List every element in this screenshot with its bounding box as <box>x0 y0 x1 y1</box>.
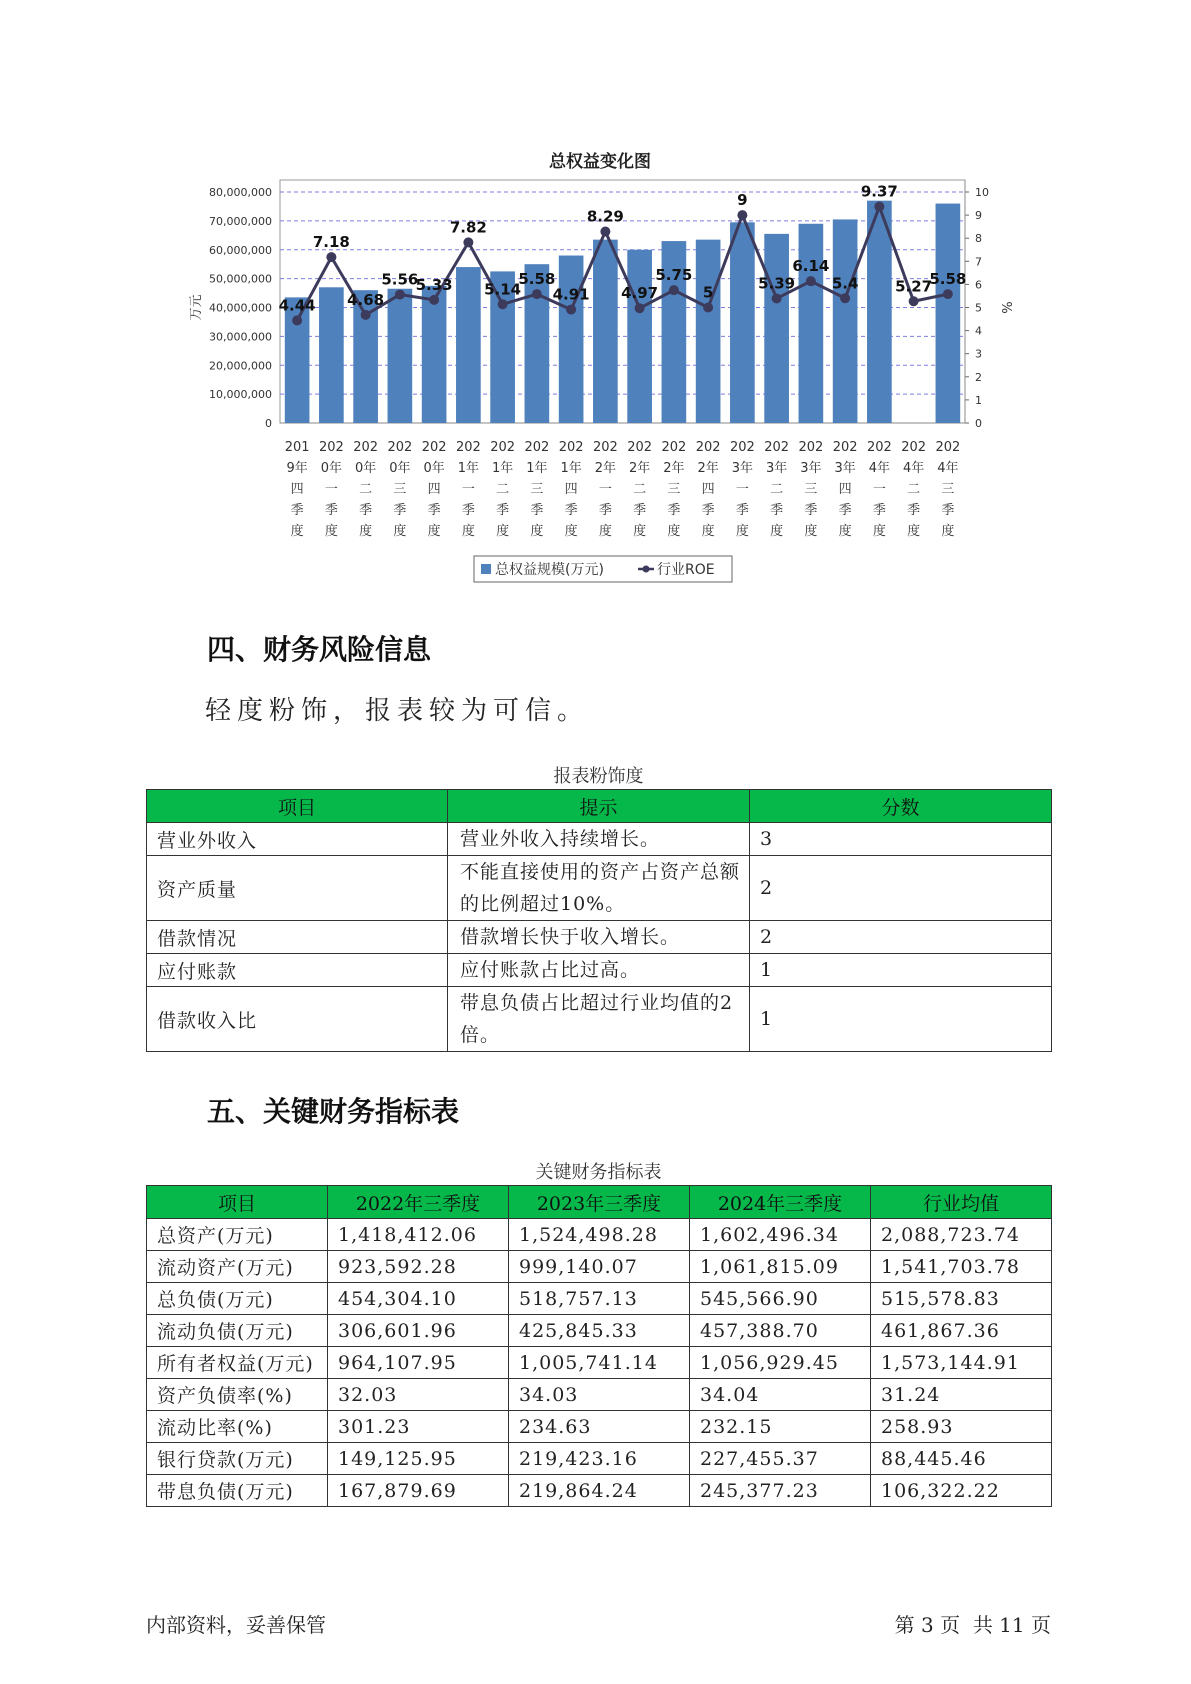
x-tick-label: 202 <box>592 440 618 455</box>
x-tick-label: 三 <box>804 482 818 497</box>
x-tick-label: 季 <box>804 503 818 518</box>
x-tick-label: 二 <box>770 482 784 497</box>
table-row <box>147 954 1052 987</box>
row-item: 借款收入比 <box>147 987 448 1052</box>
row-value: 306,601.96 <box>328 1315 509 1347</box>
x-tick-label: 季 <box>359 503 373 518</box>
row-label: 流动比率(%) <box>147 1411 328 1443</box>
x-tick-label: 季 <box>290 503 304 518</box>
row-value: 34.04 <box>690 1379 871 1411</box>
table-row <box>147 921 1052 954</box>
row-value: 1,005,741.14 <box>509 1347 690 1379</box>
row-value: 461,867.36 <box>871 1315 1052 1347</box>
x-tick-label: 3年 <box>765 461 788 476</box>
x-tick-label: 度 <box>633 524 647 539</box>
x-tick-label: 季 <box>941 503 955 518</box>
x-tick-label: 一 <box>872 482 886 497</box>
x-tick-label: 度 <box>770 524 784 539</box>
roe-point <box>909 296 919 306</box>
y-axis-title: 万元 <box>189 294 204 321</box>
legend-bar-swatch <box>481 564 491 574</box>
row-value: 34.03 <box>509 1379 690 1411</box>
x-tick-label: 四 <box>564 482 578 497</box>
roe-data-label: 5.14 <box>484 280 522 299</box>
table-row <box>147 1411 1052 1443</box>
roe-data-label: 5.4 <box>831 274 859 293</box>
y2-tick-label: 3 <box>975 347 982 361</box>
row-label: 所有者权益(万元) <box>147 1347 328 1379</box>
row-label: 流动资产(万元) <box>147 1251 328 1283</box>
x-tick-label: 2年 <box>697 461 719 476</box>
x-tick-label: 季 <box>872 503 886 518</box>
row-value: 1,061,815.09 <box>690 1251 871 1283</box>
row-value: 964,107.95 <box>328 1347 509 1379</box>
x-tick-label: 9年 <box>286 461 308 476</box>
row-hint: 带息负债占比超过行业均值的2倍。 <box>448 987 750 1052</box>
x-tick-label: 季 <box>564 503 578 518</box>
bar <box>764 234 789 423</box>
roe-data-label: 4.91 <box>552 285 590 304</box>
roe-data-label: 5.58 <box>929 270 967 289</box>
roe-point <box>326 252 336 262</box>
x-tick-label: 四 <box>427 482 441 497</box>
row-value: 301.23 <box>328 1411 509 1443</box>
row-value: 545,566.90 <box>690 1283 871 1315</box>
x-tick-label: 0年 <box>354 461 377 476</box>
x-tick-label: 季 <box>530 503 544 518</box>
row-score: 1 <box>750 987 1052 1052</box>
row-label: 带息负债(万元) <box>147 1475 328 1507</box>
x-tick-label: 三 <box>393 482 407 497</box>
row-item: 营业外收入 <box>147 823 448 856</box>
y-tick-label: 10,000,000 <box>209 388 272 402</box>
y-tick-label: 60,000,000 <box>209 243 272 257</box>
table1-caption: 报表粉饰度 <box>553 766 644 787</box>
y-tick-label: 20,000,000 <box>209 359 272 373</box>
col-header: 2023年三季度 <box>509 1186 690 1219</box>
x-tick-label: 季 <box>324 503 338 518</box>
x-tick-label: 202 <box>866 440 892 455</box>
row-value: 31.24 <box>871 1379 1052 1411</box>
y-tick-label: 0 <box>265 417 272 430</box>
x-tick-label: 三 <box>530 482 544 497</box>
y2-tick-label: 6 <box>975 278 982 292</box>
x-tick-label: 季 <box>667 503 681 518</box>
row-value: 234.63 <box>509 1411 690 1443</box>
x-tick-label: 季 <box>770 503 784 518</box>
row-hint: 借款增长快于收入增长。 <box>448 921 750 954</box>
col-header-score: 分数 <box>750 790 1052 823</box>
table-row <box>147 1315 1052 1347</box>
y-tick-label: 50,000,000 <box>209 272 272 286</box>
col-header: 行业均值 <box>871 1186 1052 1219</box>
y2-tick-label: 8 <box>975 232 982 246</box>
row-value: 232.15 <box>690 1411 871 1443</box>
roe-point <box>635 303 645 313</box>
table-row <box>147 1443 1052 1475</box>
whitewash-table <box>146 789 1052 1052</box>
x-tick-label: 季 <box>496 503 510 518</box>
y-tick-label: 30,000,000 <box>209 330 272 344</box>
x-tick-label: 202 <box>318 440 344 455</box>
y-tick-label: 80,000,000 <box>209 186 272 199</box>
x-tick-label: 一 <box>598 482 612 497</box>
x-tick-label: 202 <box>353 440 379 455</box>
row-label: 总资产(万元) <box>147 1219 328 1251</box>
x-tick-label: 二 <box>359 482 373 497</box>
x-tick-label: 度 <box>872 524 886 539</box>
col-header-item: 项目 <box>147 790 448 823</box>
bar <box>319 287 344 423</box>
x-tick-label: 3年 <box>800 461 822 476</box>
row-value: 1,056,929.45 <box>690 1347 871 1379</box>
y2-tick-label: 10 <box>975 186 989 199</box>
col-header: 2024年三季度 <box>690 1186 871 1219</box>
x-tick-label: 季 <box>907 503 921 518</box>
x-tick-label: 度 <box>907 524 921 539</box>
x-tick-label: 度 <box>324 524 338 539</box>
row-value: 32.03 <box>328 1379 509 1411</box>
x-tick-label: 度 <box>461 524 475 539</box>
x-tick-label: 2年 <box>628 461 651 476</box>
key-metrics-table <box>146 1185 1052 1507</box>
y2-tick-label: 7 <box>975 255 982 269</box>
roe-data-label: 7.82 <box>449 218 487 237</box>
table-row <box>147 987 1052 1052</box>
x-tick-label: 二 <box>633 482 647 497</box>
row-item: 借款情况 <box>147 921 448 954</box>
x-tick-label: 季 <box>838 503 852 518</box>
section-5-title: 五、关键财务指标表 <box>207 1095 460 1128</box>
col-header-hint: 提示 <box>448 790 750 823</box>
roe-data-label: 9 <box>737 191 748 210</box>
x-tick-label: 0年 <box>423 461 445 476</box>
row-value: 999,140.07 <box>509 1251 690 1283</box>
row-value: 515,578.83 <box>871 1283 1052 1315</box>
y2-tick-label: 0 <box>975 417 982 430</box>
y2-tick-label: 2 <box>975 370 982 384</box>
x-tick-label: 4年 <box>902 461 925 476</box>
roe-data-label: 6.14 <box>792 257 830 276</box>
bar <box>627 250 652 423</box>
roe-point <box>292 315 302 325</box>
col-header: 2022年三季度 <box>328 1186 509 1219</box>
x-tick-label: 1年 <box>526 461 548 476</box>
x-tick-label: 四 <box>701 482 715 497</box>
row-label: 资产负债率(%) <box>147 1379 328 1411</box>
row-label: 总负债(万元) <box>147 1283 328 1315</box>
y2-axis-title: % <box>998 301 1013 314</box>
x-tick-label: 202 <box>764 440 790 455</box>
x-tick-label: 1年 <box>457 461 480 476</box>
roe-data-label: 5.27 <box>895 277 933 296</box>
row-value: 88,445.46 <box>871 1443 1052 1475</box>
x-tick-label: 202 <box>832 440 858 455</box>
row-value: 106,322.22 <box>871 1475 1052 1507</box>
x-tick-label: 4年 <box>937 461 959 476</box>
row-score: 2 <box>750 856 1052 921</box>
x-tick-label: 度 <box>290 524 304 539</box>
row-score: 2 <box>750 921 1052 954</box>
roe-point <box>600 227 610 237</box>
x-tick-label: 1年 <box>560 461 582 476</box>
x-tick-label: 度 <box>564 524 578 539</box>
x-tick-label: 四 <box>290 482 304 497</box>
row-value: 219,423.16 <box>509 1443 690 1475</box>
bar <box>593 240 618 423</box>
row-value: 167,879.69 <box>328 1475 509 1507</box>
table-row <box>147 1475 1052 1507</box>
roe-point <box>532 289 542 299</box>
table-row <box>147 1219 1052 1251</box>
roe-data-label: 5 <box>702 283 714 302</box>
table-row <box>147 1347 1052 1379</box>
bar <box>456 267 481 423</box>
row-hint: 不能直接使用的资产占资产总额的比例超过10%。 <box>448 856 750 921</box>
bar <box>422 286 447 423</box>
row-hint: 应付账款占比过高。 <box>448 954 750 987</box>
chart-title: 总权益变化图 <box>549 152 651 172</box>
roe-data-label: 4.97 <box>621 284 659 303</box>
x-tick-label: 季 <box>633 503 647 518</box>
x-tick-label: 2年 <box>594 461 617 476</box>
table-row <box>147 823 1052 856</box>
risk-summary: 轻度粉饰，报表较为可信。 <box>205 696 590 726</box>
x-tick-label: 度 <box>804 524 818 539</box>
footer-confidential: 内部资料，妥善保管 <box>146 1613 326 1637</box>
roe-point <box>463 237 473 247</box>
roe-data-label: 7.18 <box>312 233 350 252</box>
row-value: 1,524,498.28 <box>509 1219 690 1251</box>
row-value: 2,088,723.74 <box>871 1219 1052 1251</box>
row-score: 3 <box>750 823 1052 856</box>
legend-bar-label: 总权益规模(万元) <box>495 562 604 578</box>
row-label: 流动负债(万元) <box>147 1315 328 1347</box>
x-tick-label: 度 <box>941 524 955 539</box>
x-tick-label: 一 <box>324 482 338 497</box>
row-value: 518,757.13 <box>509 1283 690 1315</box>
x-tick-label: 度 <box>701 524 715 539</box>
x-tick-label: 季 <box>393 503 407 518</box>
row-hint: 营业外收入持续增长。 <box>448 823 750 856</box>
roe-point <box>498 299 508 309</box>
roe-data-label: 5.58 <box>518 270 556 289</box>
roe-point <box>395 290 405 300</box>
row-value: 1,541,703.78 <box>871 1251 1052 1283</box>
x-tick-label: 二 <box>496 482 510 497</box>
x-tick-label: 202 <box>935 440 961 455</box>
x-tick-label: 4年 <box>868 461 891 476</box>
x-tick-label: 3年 <box>834 461 856 476</box>
table2-caption: 关键财务指标表 <box>535 1162 662 1183</box>
bar <box>833 219 858 423</box>
row-value: 1,573,144.91 <box>871 1347 1052 1379</box>
x-tick-label: 三 <box>941 482 955 497</box>
x-tick-label: 202 <box>729 440 755 455</box>
row-value: 1,418,412.06 <box>328 1219 509 1251</box>
row-value: 1,602,496.34 <box>690 1219 871 1251</box>
y-tick-label: 40,000,000 <box>209 301 272 315</box>
roe-point <box>429 295 439 305</box>
roe-data-label: 5.39 <box>758 274 796 293</box>
x-tick-label: 一 <box>735 482 749 497</box>
x-tick-label: 202 <box>661 440 687 455</box>
x-tick-label: 度 <box>598 524 612 539</box>
row-value: 923,592.28 <box>328 1251 509 1283</box>
roe-data-label: 5.56 <box>381 270 419 289</box>
x-tick-label: 四 <box>838 482 852 497</box>
x-tick-label: 201 <box>284 440 310 455</box>
x-tick-label: 二 <box>907 482 921 497</box>
bar <box>730 222 755 423</box>
roe-point <box>737 210 747 220</box>
roe-point <box>772 293 782 303</box>
row-value: 219,864.24 <box>509 1475 690 1507</box>
x-tick-label: 202 <box>558 440 584 455</box>
roe-point <box>361 310 371 320</box>
x-tick-label: 202 <box>490 440 516 455</box>
row-value: 258.93 <box>871 1411 1052 1443</box>
y2-tick-label: 5 <box>975 301 982 315</box>
x-tick-label: 202 <box>627 440 653 455</box>
x-tick-label: 一 <box>461 482 475 497</box>
roe-data-label: 4.44 <box>278 296 316 315</box>
x-tick-label: 三 <box>667 482 681 497</box>
roe-point <box>566 305 576 315</box>
bar <box>559 256 584 423</box>
table-row <box>147 1379 1052 1411</box>
x-tick-label: 202 <box>387 440 413 455</box>
x-tick-label: 度 <box>667 524 681 539</box>
x-tick-label: 202 <box>901 440 927 455</box>
x-tick-label: 季 <box>427 503 441 518</box>
row-value: 457,388.70 <box>690 1315 871 1347</box>
x-tick-label: 度 <box>496 524 510 539</box>
x-tick-label: 度 <box>735 524 749 539</box>
y2-tick-label: 1 <box>975 393 982 407</box>
x-tick-label: 季 <box>701 503 715 518</box>
x-tick-label: 202 <box>798 440 824 455</box>
y-tick-label: 70,000,000 <box>209 214 272 228</box>
row-value: 245,377.23 <box>690 1475 871 1507</box>
x-tick-label: 0年 <box>320 461 343 476</box>
x-tick-label: 度 <box>359 524 373 539</box>
x-tick-label: 季 <box>461 503 475 518</box>
x-tick-label: 季 <box>735 503 749 518</box>
y2-tick-label: 4 <box>975 324 982 338</box>
table-row <box>147 856 1052 921</box>
x-tick-label: 202 <box>524 440 550 455</box>
row-item: 应付账款 <box>147 954 448 987</box>
roe-point <box>840 293 850 303</box>
roe-data-label: 5.75 <box>655 266 693 285</box>
bar <box>696 240 721 423</box>
x-tick-label: 度 <box>393 524 407 539</box>
row-value: 149,125.95 <box>328 1443 509 1475</box>
roe-point <box>703 303 713 313</box>
x-tick-label: 202 <box>455 440 481 455</box>
roe-point <box>806 276 816 286</box>
roe-point <box>669 285 679 295</box>
x-tick-label: 度 <box>530 524 544 539</box>
equity-chart <box>170 140 1020 600</box>
roe-data-label: 5.33 <box>415 275 453 294</box>
x-tick-label: 202 <box>695 440 721 455</box>
legend-line-label: 行业ROE <box>657 562 715 578</box>
roe-point <box>943 289 953 299</box>
x-tick-label: 度 <box>427 524 441 539</box>
row-value: 425,845.33 <box>509 1315 690 1347</box>
col-header: 项目 <box>147 1186 328 1219</box>
legend-line-marker <box>643 566 650 573</box>
page-number: 第 3 页 共 11 页 <box>894 1613 1051 1637</box>
row-value: 227,455.37 <box>690 1443 871 1475</box>
roe-data-label: 8.29 <box>586 207 624 226</box>
row-value: 454,304.10 <box>328 1283 509 1315</box>
x-tick-label: 1年 <box>491 461 514 476</box>
y2-tick-label: 9 <box>975 209 982 223</box>
bar <box>388 289 413 423</box>
bar <box>799 224 824 423</box>
x-tick-label: 202 <box>421 440 447 455</box>
x-tick-label: 2年 <box>663 461 685 476</box>
table-row <box>147 1283 1052 1315</box>
x-tick-label: 3年 <box>731 461 754 476</box>
x-tick-label: 季 <box>598 503 612 518</box>
roe-data-label: 4.68 <box>347 290 385 309</box>
section-4-title: 四、财务风险信息 <box>207 633 432 666</box>
x-tick-label: 度 <box>838 524 852 539</box>
roe-point <box>874 202 884 212</box>
roe-data-label: 9.37 <box>860 182 898 201</box>
row-score: 1 <box>750 954 1052 987</box>
row-item: 资产质量 <box>147 856 448 921</box>
bar <box>936 204 961 423</box>
x-tick-label: 0年 <box>389 461 411 476</box>
row-label: 银行贷款(万元) <box>147 1443 328 1475</box>
table-row <box>147 1251 1052 1283</box>
